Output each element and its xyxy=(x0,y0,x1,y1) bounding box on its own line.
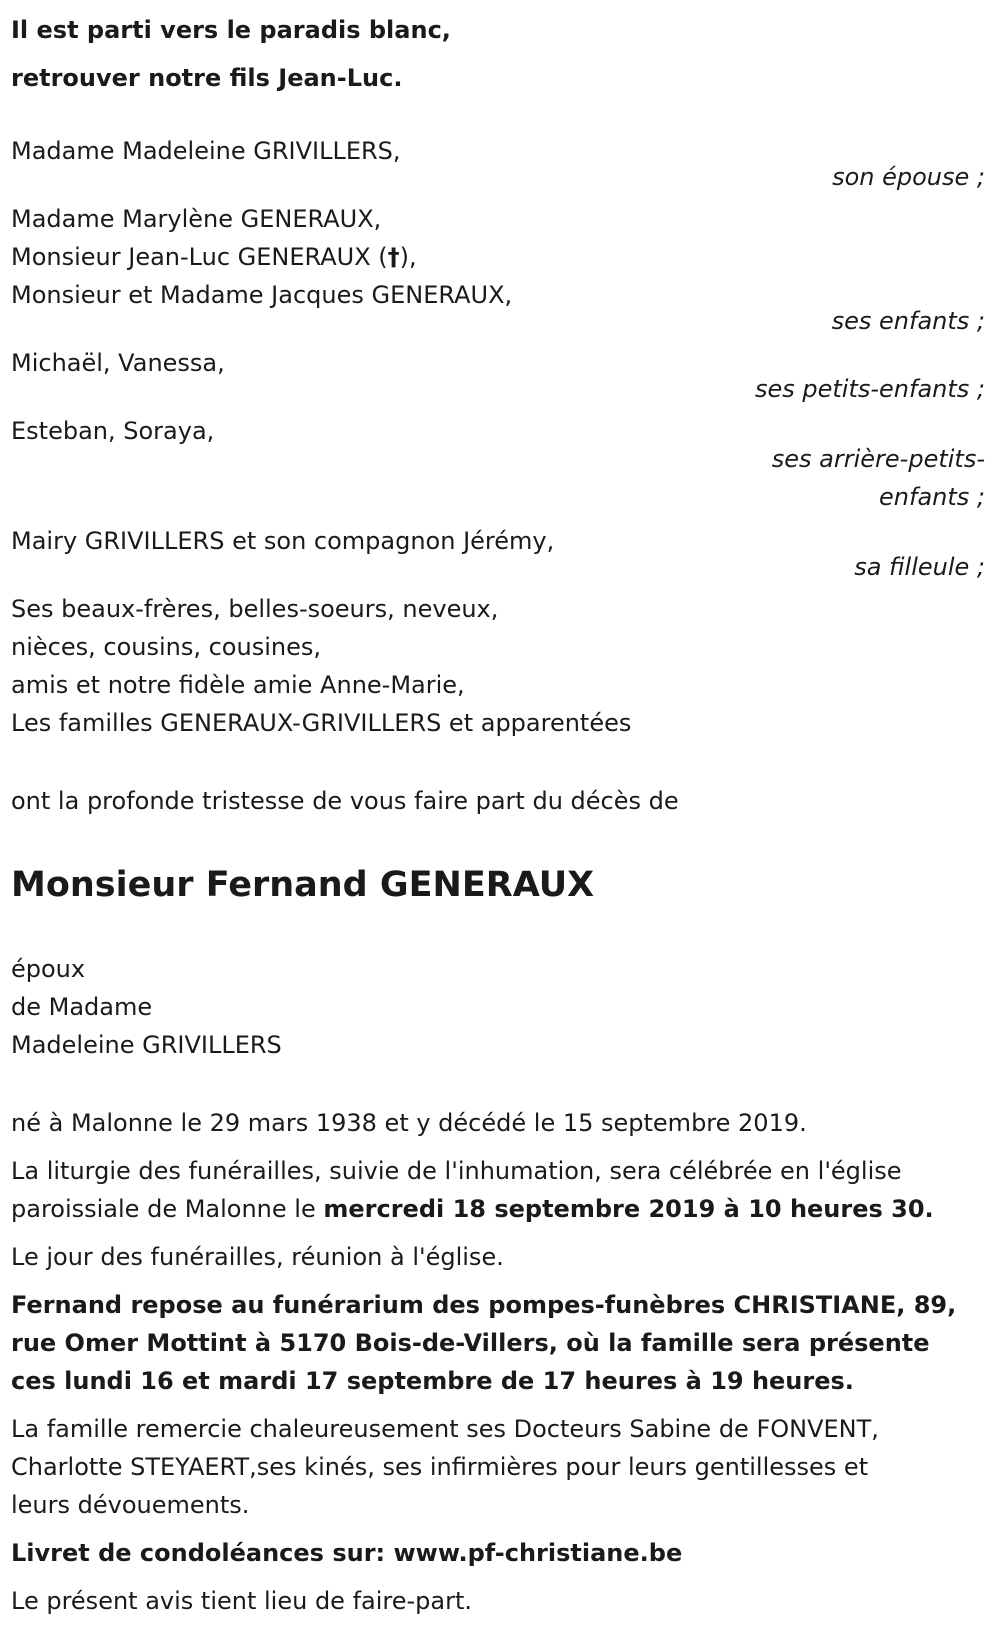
cross-icon: † xyxy=(387,243,400,271)
liturgy-datetime: mercredi 18 septembre 2019 à 10 heures 30. xyxy=(323,1195,934,1223)
birth-death-text: né à Malonne le 29 mars 1938 et y décédé le 15 septembre 2019. xyxy=(11,1109,807,1137)
spouse-line: époux xyxy=(11,955,86,983)
thanks-block xyxy=(11,1410,989,1524)
family-relation-line: ses arrière-petits- xyxy=(771,445,985,473)
family-group-extended xyxy=(11,590,989,742)
funerarium-line: ces lundi 16 et mardi 17 septembre de 17 heures à 19 heures. xyxy=(11,1367,854,1395)
family-group-great-grandchildren xyxy=(11,412,989,516)
intro-line-2: retrouver notre fils Jean-Luc. xyxy=(11,64,403,92)
funerarium-line: Fernand repose au funérarium des pompes-funèbres CHRISTIANE, 89, xyxy=(11,1291,957,1319)
deceased-name: Monsieur Fernand GENERAUX xyxy=(11,865,595,905)
spouse-block xyxy=(11,950,989,1064)
family-name: Esteban, Soraya, xyxy=(11,417,215,445)
liturgy-line-1: La liturgie des funérailles, suivie de l'inhumation, sera célébrée en l'église xyxy=(11,1157,902,1185)
intro-verse xyxy=(11,0,989,102)
spouse-line: de Madame xyxy=(11,993,153,1021)
family-relation xyxy=(11,440,989,516)
family-name: Les familles GENERAUX-GRIVILLERS et apparentées xyxy=(11,709,632,737)
thanks-line: Charlotte STEYAERT,ses kinés, ses infirmières pour leurs gentillesses et xyxy=(11,1453,869,1481)
family-relation: ses enfants ; xyxy=(831,307,985,335)
family-name: nièces, cousins, cousines, xyxy=(11,633,321,661)
family-name: Madame Marylène GENERAUX, xyxy=(11,205,382,233)
spouse-line: Madeleine GRIVILLERS xyxy=(11,1031,282,1059)
family-name-with-cross xyxy=(11,238,989,276)
family-name: Mairy GRIVILLERS et son compagnon Jérémy, xyxy=(11,527,555,555)
family-group-goddaughter xyxy=(11,522,989,586)
thanks-line: La famille remercie chaleureusement ses Docteurs Sabine de FONVENT, xyxy=(11,1415,879,1443)
family-relation: sa filleule ; xyxy=(854,553,985,581)
liturgy-line-2 xyxy=(11,1190,989,1228)
family-name: Ses beaux-frères, belles-soeurs, neveux, xyxy=(11,595,499,623)
family-relation: ses petits-enfants ; xyxy=(754,375,985,403)
family-relation-line: enfants ; xyxy=(879,483,985,511)
family-name: Michaël, Vanessa, xyxy=(11,349,225,377)
condolences-text: Livret de condoléances sur: www.pf-christiane.be xyxy=(11,1539,683,1567)
family-name: amis et notre fidèle amie Anne-Marie, xyxy=(11,671,465,699)
liturgy-block xyxy=(11,1152,989,1228)
family-group-children xyxy=(11,200,989,340)
family-relation: son épouse ; xyxy=(832,163,985,191)
family-group-spouse xyxy=(11,132,989,196)
closing-text: Le présent avis tient lieu de faire-part. xyxy=(11,1587,473,1615)
intro-line-1: Il est parti vers le paradis blanc, xyxy=(11,16,451,44)
thanks-line: leurs dévouements. xyxy=(11,1491,250,1519)
funerarium-line: rue Omer Mottint à 5170 Bois-de-Villers, où la famille sera présente xyxy=(11,1329,930,1357)
announcement-text: ont la profonde tristesse de vous faire part du décès de xyxy=(11,787,679,815)
liturgy-prefix: paroissiale de Malonne le xyxy=(11,1195,324,1223)
family-name: Monsieur Jean-Luc GENERAUX ( xyxy=(11,243,388,271)
family-name: Madame Madeleine GRIVILLERS, xyxy=(11,137,401,165)
family-group-grandchildren xyxy=(11,344,989,408)
reunion-text: Le jour des funérailles, réunion à l'église. xyxy=(11,1243,504,1271)
cross-suffix: ), xyxy=(399,243,417,271)
funerarium-block xyxy=(11,1286,989,1400)
family-name: Monsieur et Madame Jacques GENERAUX, xyxy=(11,281,513,309)
